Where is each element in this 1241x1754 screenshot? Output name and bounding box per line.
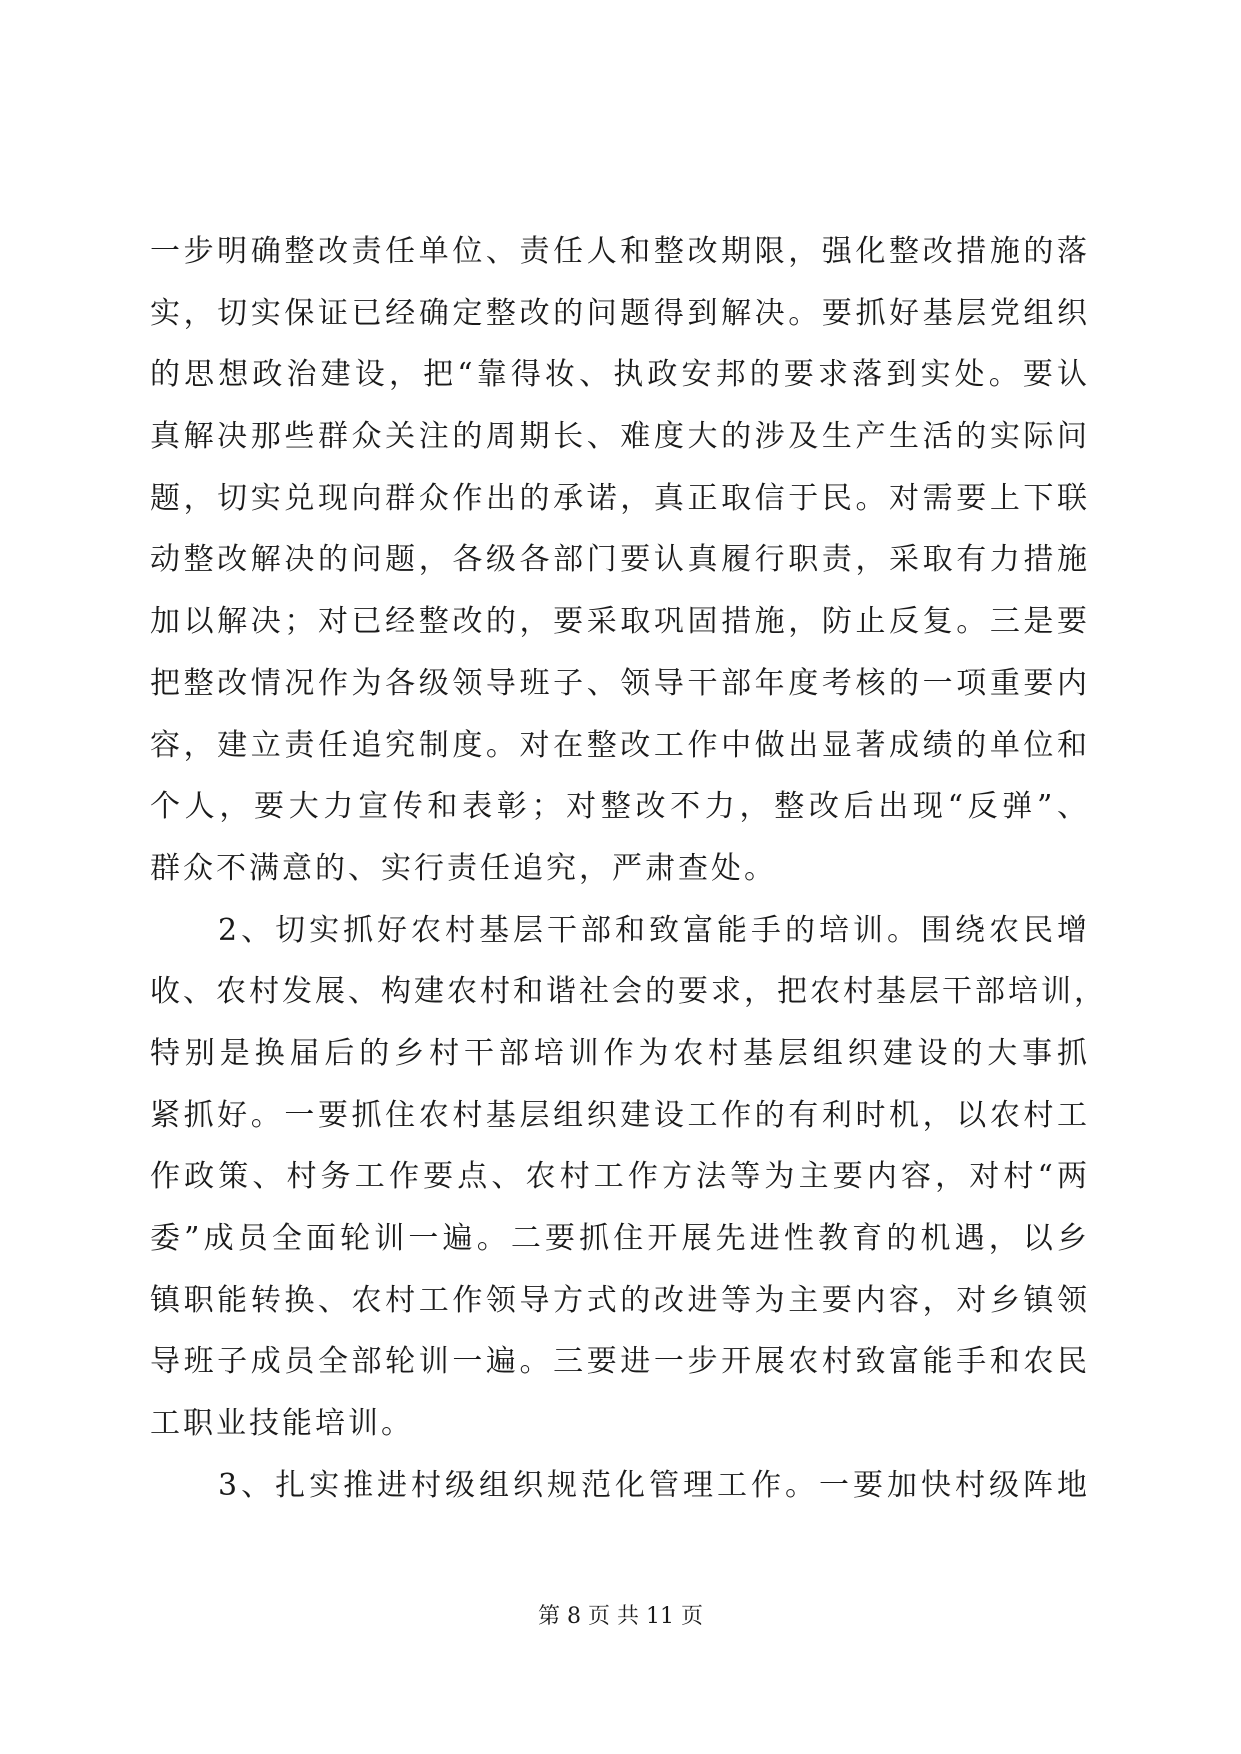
text-line: 工职业技能培训。 bbox=[150, 1406, 414, 1442]
text-line: 真解决那些群众关注的周期长、难度大的涉及生产生活的实际问 bbox=[150, 419, 1090, 455]
text-line: 动整改解决的问题，各级各部门要认真履行职责，采取有力措施 bbox=[150, 542, 1090, 578]
body-text bbox=[150, 221, 1107, 1516]
text-line: 镇职能转换、农村工作领导方式的改进等为主要内容，对乡镇领 bbox=[150, 1282, 1090, 1318]
text-line: 2、切实抓好农村基层干部和致富能手的培训。围绕农民增 bbox=[150, 912, 1090, 948]
text-line: 导班子成员全部轮训一遍。三要进一步开展农村致富能手和农民 bbox=[150, 1344, 1090, 1380]
text-line: 群众不满意的、实行责任追究，严肃查处。 bbox=[150, 850, 777, 886]
text-line: 一步明确整改责任单位、责任人和整改期限，强化整改措施的落 bbox=[150, 234, 1090, 269]
text-line: 作政策、村务工作要点、农村工作方法等为主要内容，对村“两 bbox=[150, 1159, 1090, 1195]
text-line: 实，切实保证已经确定整改的问题得到解决。要抓好基层党组织 bbox=[150, 295, 1090, 331]
text-line: 特别是换届后的乡村干部培训作为农村基层组织建设的大事抓 bbox=[150, 1035, 1090, 1071]
text-line: 加以解决；对已经整改的，要采取巩固措施，防止反复。三是要 bbox=[150, 604, 1090, 640]
page-number-footer: 第 8 页 共 11 页 bbox=[538, 1604, 703, 1629]
text-line: 题，切实兑现向群众作出的承诺，真正取信于民。对需要上下联 bbox=[150, 480, 1090, 516]
text-line: 的思想政治建设，把“靠得妆、执政安邦的要求落到实处。要认 bbox=[150, 357, 1090, 393]
text-line: 收、农村发展、构建农村和谐社会的要求，把农村基层干部培训， bbox=[150, 974, 1107, 1010]
text-line: 3、扎实推进村级组织规范化管理工作。一要加快村级阵地 bbox=[150, 1467, 1090, 1503]
text-line: 把整改情况作为各级领导班子、领导干部年度考核的一项重要内 bbox=[150, 665, 1090, 701]
text-line: 个人，要大力宣传和表彰；对整改不力，整改后出现“反弹”、 bbox=[150, 789, 1090, 825]
text-line: 紧抓好。一要抓住农村基层组织建设工作的有利时机，以农村工 bbox=[150, 1097, 1090, 1133]
text-line: 委”成员全面轮训一遍。二要抓住开展先进性教育的机遇，以乡 bbox=[150, 1221, 1090, 1256]
text-line: 容，建立责任追究制度。对在整改工作中做出显著成绩的单位和 bbox=[150, 727, 1090, 763]
